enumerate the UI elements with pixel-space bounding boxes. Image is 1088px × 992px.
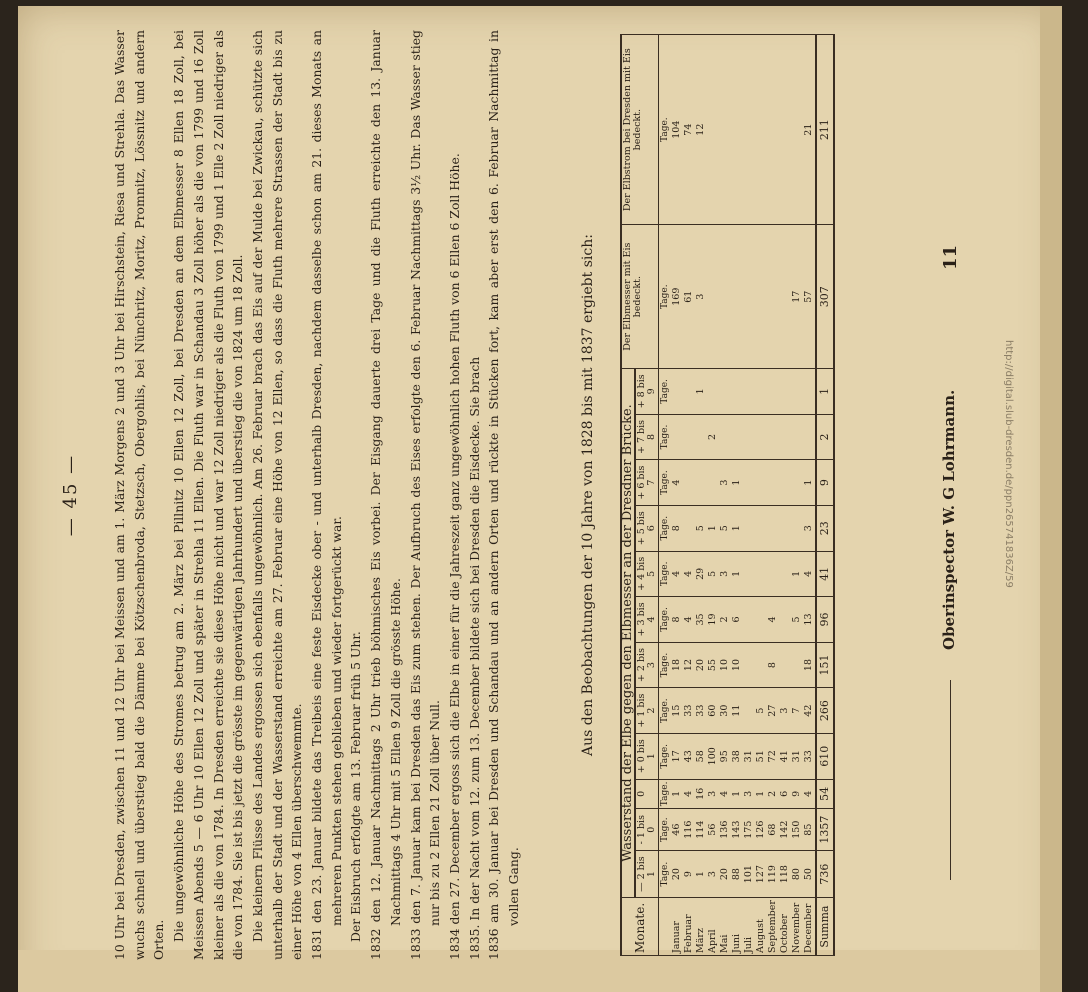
table-intro: Aus den Beobachtungen der 10 Jahre von 1828 bis mit 1837 ergiebt sich:	[580, 234, 596, 756]
unit-cell: Tage.	[659, 369, 672, 415]
value-cell: 41	[779, 733, 791, 779]
value-cell: 30	[719, 688, 731, 734]
month-cell: September	[767, 898, 779, 956]
unit-cell: Tage.	[659, 851, 672, 898]
col-header: + 2 bis 3	[635, 642, 659, 688]
value-cell: 61	[683, 225, 695, 369]
value-cell	[791, 414, 803, 460]
value-cell	[707, 369, 719, 415]
unit-cell: Tage.	[659, 551, 672, 597]
value-cell: 10	[731, 642, 743, 688]
signature-rule	[950, 680, 951, 880]
value-cell	[779, 460, 791, 506]
value-cell: 1	[707, 505, 719, 551]
value-cell: 68	[767, 809, 779, 851]
value-cell: 3	[779, 688, 791, 734]
value-cell: 126	[755, 809, 767, 851]
value-cell: 17	[671, 733, 683, 779]
value-cell	[743, 414, 755, 460]
value-cell: 27	[767, 688, 779, 734]
value-cell: 150	[791, 809, 803, 851]
value-cell	[803, 414, 816, 460]
value-cell	[719, 369, 731, 415]
month-cell: November	[791, 898, 803, 956]
year-entry-1831: 1831 den 23. Januar bildete das Treibeis eine feste Eisdecke ober - und unterhalb Dresden, nachdem dasselbe schon am 21. dieses Monats an mehreren Punkten stehen geblieben und wieder fortgerückt war.	[309, 30, 344, 960]
value-cell	[755, 460, 767, 506]
month-cell: Juli	[743, 898, 755, 956]
value-cell: 11	[731, 688, 743, 734]
col-header: + 5 bis 6	[635, 505, 659, 551]
value-cell: 4	[719, 779, 731, 809]
value-cell: 80	[791, 851, 803, 898]
page-edge	[1040, 6, 1062, 992]
table-row	[803, 35, 816, 956]
value-cell: 118	[779, 851, 791, 898]
water-level-table-wrap	[620, 34, 835, 956]
sum-cell: 151	[816, 642, 834, 688]
value-cell	[683, 369, 695, 415]
col-header: + 6 bis 7	[635, 460, 659, 506]
value-cell	[755, 642, 767, 688]
value-cell: 3	[719, 551, 731, 597]
value-cell	[755, 35, 767, 225]
rotated-page-content	[60, 30, 960, 960]
value-cell: 7	[791, 688, 803, 734]
paragraph: 10 Uhr bei Dresden, zwischen 11 und 12 Uhr bei Meissen und am 1. März Morgens 2 und 3 Uhr bei Hirschstein, Riesa und Strehla. Das Wasser wuchs schnell und überstieg bald die Dämme bei Kötzschenbroda, Stetzsch, Obergohlis, bei Nünchritz, Moritz, Promnitz, Lössnitz und andern Orten.	[112, 30, 167, 960]
value-cell: 57	[803, 225, 816, 369]
value-cell	[743, 505, 755, 551]
value-cell: 12	[683, 642, 695, 688]
value-cell: 143	[731, 809, 743, 851]
unit-cell: Tage.	[659, 505, 672, 551]
value-cell	[707, 225, 719, 369]
unit-cell: Tage.	[659, 35, 672, 225]
water-level-table	[620, 34, 835, 956]
paragraph: Der Eisbruch erfolgte am 13. Februar früh 5 Uhr.	[348, 631, 364, 942]
year-entry-1836: 1836 am 30. Januar bei Dresden und Schandau und an andern Orten und rückte in Stücken fort, kam aber erst den 6. Februar Nachmittag in vollen Gang.	[486, 30, 522, 960]
value-cell: 1	[695, 851, 707, 898]
value-cell: 5	[719, 505, 731, 551]
table-row	[791, 35, 803, 956]
year-entry-1832: 1832 den 12. Januar Nachmittags 2 Uhr trieb böhmisches Eis vorbei. Der Eisgang dauerte drei Tage und die Fluth erreichte den 13. Januar Nachmittags 4 Uhr mit 5 Ellen 9 Zoll die grösste Höhe.	[368, 30, 403, 960]
value-cell: 35	[695, 597, 707, 643]
col-header: + 7 bis 8	[635, 414, 659, 460]
value-cell	[767, 414, 779, 460]
value-cell: 4	[683, 779, 695, 809]
value-cell	[755, 551, 767, 597]
sum-cell: 23	[816, 505, 834, 551]
value-cell	[767, 460, 779, 506]
value-cell: 1	[731, 460, 743, 506]
month-cell: Mai	[719, 898, 731, 956]
unit-cell: Tage.	[659, 460, 672, 506]
value-cell: 116	[683, 809, 695, 851]
sum-cell: 54	[816, 779, 834, 809]
paragraph: Die kleinern Flüsse des Landes ergossen sich ebenfalls ungewöhnlich. Am 26. Februar brach das Eis auf der Mulde bei Zwickau, schützte sich unterhalb der Stadt und der Wasserstand erreichte am 27. Februar eine Höhe von 12 Ellen, so dass die Fluth mehrere Strassen der Stadt bis zu einer Höhe von 4 Ellen überschwemmte.	[249, 30, 305, 960]
value-cell	[779, 35, 791, 225]
value-cell	[755, 369, 767, 415]
sum-cell: 96	[816, 597, 834, 643]
value-cell: 4	[803, 551, 816, 597]
value-cell: 3	[707, 779, 719, 809]
page-mark: 11	[940, 244, 961, 270]
table-row	[779, 35, 791, 956]
value-cell	[755, 505, 767, 551]
value-cell: 8	[671, 597, 683, 643]
value-cell	[779, 597, 791, 643]
body-text	[110, 30, 524, 960]
col-header: — 2 bis 1	[635, 851, 659, 898]
table-caption: Wasserstand der Elbe gegen den Elbmesser an der Dresdner Brücke.	[621, 369, 635, 898]
table-row	[671, 35, 683, 956]
value-cell: 1	[731, 779, 743, 809]
sum-cell: 41	[816, 551, 834, 597]
value-cell: 5	[695, 505, 707, 551]
value-cell: 175	[743, 809, 755, 851]
value-cell	[767, 369, 779, 415]
value-cell: 72	[767, 733, 779, 779]
value-cell: 74	[683, 35, 695, 225]
sum-cell: 736	[816, 851, 834, 898]
month-cell: August	[755, 898, 767, 956]
col-header: - 1 bis 0	[635, 809, 659, 851]
value-cell: 15	[671, 688, 683, 734]
value-cell: 5	[755, 688, 767, 734]
value-cell: 4	[683, 597, 695, 643]
value-cell: 31	[743, 733, 755, 779]
value-cell: 46	[671, 809, 683, 851]
sum-cell: 1357	[816, 809, 834, 851]
value-cell: 42	[803, 688, 816, 734]
value-cell	[695, 460, 707, 506]
value-cell	[719, 414, 731, 460]
month-cell: Januar	[671, 898, 683, 956]
value-cell: 6	[731, 597, 743, 643]
value-cell: 1	[731, 505, 743, 551]
value-cell	[755, 414, 767, 460]
unit-cell: Tage.	[659, 414, 672, 460]
value-cell	[731, 414, 743, 460]
value-cell	[767, 551, 779, 597]
value-cell: 9	[791, 779, 803, 809]
col-header-monate: Monate.	[621, 898, 659, 956]
year-entry-1833: 1833 den 7. Januar kam bei Dresden das Eis zum stehen. Der Aufbruch des Eises erfolgte den 6. Februar Nachmittags 3½ Uhr. Das Wasser stieg nur bis zu 2 Ellen 21 Zoll über Null.	[407, 30, 443, 960]
value-cell: 2	[707, 414, 719, 460]
value-cell: 50	[803, 851, 816, 898]
col-header: + 1 bis 2	[635, 688, 659, 734]
value-cell	[743, 369, 755, 415]
value-cell	[755, 225, 767, 369]
value-cell: 3	[695, 225, 707, 369]
unit-cell: Tage.	[659, 688, 672, 734]
value-cell: 13	[803, 597, 816, 643]
value-cell	[779, 414, 791, 460]
value-cell: 3	[707, 851, 719, 898]
value-cell	[731, 35, 743, 225]
value-cell	[695, 414, 707, 460]
table-row	[755, 35, 767, 956]
value-cell: 4	[671, 551, 683, 597]
sum-cell: 9	[816, 460, 834, 506]
value-cell	[779, 551, 791, 597]
value-cell	[767, 225, 779, 369]
sum-cell: 610	[816, 733, 834, 779]
value-cell	[743, 35, 755, 225]
value-cell	[791, 505, 803, 551]
value-cell	[791, 642, 803, 688]
col-header: 0	[635, 779, 659, 809]
value-cell: 2	[719, 597, 731, 643]
month-cell: April	[707, 898, 719, 956]
value-cell: 33	[683, 688, 695, 734]
value-cell: 10	[719, 642, 731, 688]
value-cell: 95	[719, 733, 731, 779]
value-cell: 58	[695, 733, 707, 779]
value-cell	[731, 225, 743, 369]
page-header: — 45 —	[60, 453, 81, 537]
value-cell	[743, 460, 755, 506]
month-cell: Februar	[683, 898, 695, 956]
sum-cell: 211	[816, 35, 834, 225]
value-cell: 17	[791, 225, 803, 369]
value-cell	[683, 505, 695, 551]
value-cell: 12	[695, 35, 707, 225]
value-cell: 142	[779, 809, 791, 851]
paragraph: Die ungewöhnliche Höhe des Stromes betrug am 2. März bei Pillnitz 10 Ellen 12 Zoll, bei Dresden an dem Elbmesser 8 Ellen 18 Zoll, bei Meissen Abends 5 — 6 Uhr 10 Ellen 12 Zoll und später in Strehla 11 Ellen. Die Fluth war in Schandau 3 Zoll höher als die von 1799 und 16 Zoll kleiner als die von 1784. In Dresden erreichte sie diese Höhe nicht und war 12 Zoll niedriger als die Fluth von 1799 und 1 Elle 2 Zoll niedriger als die von 1784. Sie ist bis jetzt die grösste im gegenwärtigen Jahrhundert und überstieg die von 1824 um 18 Zoll.	[171, 30, 246, 960]
value-cell	[779, 505, 791, 551]
value-cell: 55	[707, 642, 719, 688]
value-cell	[743, 597, 755, 643]
unit-cell: Tage.	[659, 642, 672, 688]
value-cell	[779, 642, 791, 688]
value-cell: 38	[731, 733, 743, 779]
value-cell	[707, 35, 719, 225]
col-header: + 0 bis 1	[635, 733, 659, 779]
value-cell	[743, 551, 755, 597]
value-cell: 20	[719, 851, 731, 898]
value-cell: 1	[671, 779, 683, 809]
value-cell: 1	[791, 551, 803, 597]
table-row	[719, 35, 731, 956]
value-cell	[779, 369, 791, 415]
value-cell: 88	[731, 851, 743, 898]
col-header: + 4 bis 5	[635, 551, 659, 597]
month-cell: October	[779, 898, 791, 956]
value-cell: 4	[803, 779, 816, 809]
month-cell: Juni	[731, 898, 743, 956]
value-cell: 101	[743, 851, 755, 898]
value-cell: 114	[695, 809, 707, 851]
value-cell: 169	[671, 225, 683, 369]
value-cell	[803, 369, 816, 415]
table-body	[659, 35, 817, 956]
unit-cell	[659, 898, 672, 956]
value-cell: 21	[803, 35, 816, 225]
signature: Oberinspector W. G Lohrmann.	[940, 389, 958, 650]
value-cell: 3	[803, 505, 816, 551]
value-cell: 3	[743, 779, 755, 809]
value-cell: 104	[671, 35, 683, 225]
value-cell	[671, 414, 683, 460]
col-header: Der Elbstrom bei Dresden mit Eis bedeckt.	[621, 35, 659, 225]
value-cell: 85	[803, 809, 816, 851]
table-row	[695, 35, 707, 956]
value-cell	[767, 35, 779, 225]
unit-cell: Tage.	[659, 225, 672, 369]
value-cell: 4	[671, 460, 683, 506]
value-cell: 18	[671, 642, 683, 688]
value-cell: 9	[683, 851, 695, 898]
value-cell: 119	[767, 851, 779, 898]
value-cell	[779, 225, 791, 369]
value-cell: 2	[767, 779, 779, 809]
value-cell: 60	[707, 688, 719, 734]
value-cell	[683, 414, 695, 460]
value-cell	[743, 225, 755, 369]
sum-cell: 1	[816, 369, 834, 415]
value-cell	[767, 505, 779, 551]
sum-cell: 2	[816, 414, 834, 460]
value-cell	[683, 460, 695, 506]
signature-block	[940, 30, 964, 960]
value-cell: 1	[755, 779, 767, 809]
month-cell: März	[695, 898, 707, 956]
value-cell: 127	[755, 851, 767, 898]
value-cell: 5	[707, 551, 719, 597]
value-cell	[719, 225, 731, 369]
year-entry-1834: 1834 den 27. December ergoss sich die Elbe in einer für die Jahreszeit ganz ungewöhnlich hohen Fluth von 6 Ellen 6 Zoll Höhe.	[446, 153, 462, 960]
value-cell: 100	[707, 733, 719, 779]
col-header: Der Elbmesser mit Eis bedeckt.	[621, 225, 659, 369]
unit-cell: Tage.	[659, 597, 672, 643]
unit-cell: Tage.	[659, 809, 672, 851]
table-row	[731, 35, 743, 956]
value-cell: 18	[803, 642, 816, 688]
table-row	[767, 35, 779, 956]
value-cell	[671, 369, 683, 415]
value-cell	[707, 460, 719, 506]
value-cell	[791, 369, 803, 415]
value-cell	[731, 369, 743, 415]
sum-cell: 266	[816, 688, 834, 734]
value-cell: 33	[803, 733, 816, 779]
value-cell: 33	[695, 688, 707, 734]
month-cell: December	[803, 898, 816, 956]
unit-row	[659, 35, 672, 956]
value-cell	[743, 642, 755, 688]
value-cell: 4	[767, 597, 779, 643]
value-cell	[791, 35, 803, 225]
value-cell: 8	[767, 642, 779, 688]
year-entry-1835: 1835. In der Nacht vom 12. zum 13. December bildete sich bei Dresden die Eisdecke. Sie brach	[466, 356, 482, 960]
value-cell	[755, 597, 767, 643]
table-row	[743, 35, 755, 956]
value-cell	[719, 35, 731, 225]
table-row	[707, 35, 719, 956]
value-cell: 16	[695, 779, 707, 809]
value-cell: 5	[791, 597, 803, 643]
table-row	[683, 35, 695, 956]
value-cell: 43	[683, 733, 695, 779]
sum-label: Summa	[816, 898, 834, 956]
value-cell: 1	[803, 460, 816, 506]
sum-cell: 307	[816, 225, 834, 369]
value-cell: 19	[707, 597, 719, 643]
value-cell: 1	[695, 369, 707, 415]
value-cell: 136	[719, 809, 731, 851]
value-cell: 29	[695, 551, 707, 597]
value-cell: 3	[719, 460, 731, 506]
value-cell	[743, 688, 755, 734]
value-cell: 51	[755, 733, 767, 779]
value-cell: 6	[779, 779, 791, 809]
source-watermark: http://digital.slub-dresden.de/ppn265741836Z/59	[1003, 340, 1014, 588]
sum-row	[816, 35, 834, 956]
value-cell: 56	[707, 809, 719, 851]
value-cell	[791, 460, 803, 506]
unit-cell: Tage.	[659, 779, 672, 809]
col-header: + 3 bis 4	[635, 597, 659, 643]
unit-cell: Tage.	[659, 733, 672, 779]
value-cell: 20	[671, 851, 683, 898]
col-header: + 8 bis 9	[635, 369, 659, 415]
value-cell: 31	[791, 733, 803, 779]
value-cell: 1	[731, 551, 743, 597]
value-cell: 4	[683, 551, 695, 597]
value-cell: 20	[695, 642, 707, 688]
value-cell: 8	[671, 505, 683, 551]
